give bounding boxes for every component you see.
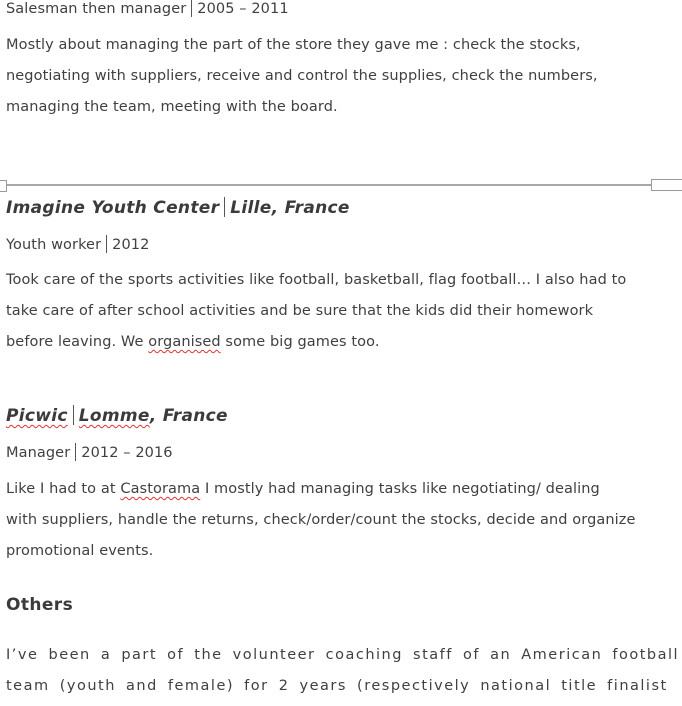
imagine-desc-text: before leaving. We	[6, 334, 149, 350]
spellcheck-word[interactable]: organised	[148, 334, 221, 350]
spellcheck-word[interactable]: Lomme	[78, 406, 150, 426]
imagine-company: Imagine Youth Center	[6, 198, 220, 218]
job-prev-role: Salesman then manager	[6, 1, 187, 17]
imagine-role: Youth worker	[6, 237, 102, 253]
picwic-title-line	[6, 443, 173, 463]
imagine-desc-line-3	[6, 332, 380, 352]
picwic-desc-line-1	[6, 479, 600, 499]
spellcheck-word[interactable]: Castorama	[120, 481, 201, 497]
job-prev-desc-line-2: negotiating with suppliers, receive and control the supplies, check the numbers,	[6, 68, 598, 84]
imagine-desc-line-1: Took care of the sports activities like football, basketball, flag football… I also had to	[6, 272, 627, 288]
job-prev-dates: 2005 – 2011	[197, 1, 289, 17]
picwic-desc-text: Like I had to at	[6, 481, 121, 497]
picwic-role: Manager	[6, 445, 71, 461]
picwic-desc-line-2: with suppliers, handle the returns, check/order/count the stocks, decide and organize	[6, 512, 636, 528]
others-heading: Others	[6, 595, 74, 615]
spellcheck-word[interactable]: Picwic	[6, 406, 68, 426]
picwic-desc-line-3: promotional events.	[6, 543, 154, 559]
picwic-location-country: , France	[149, 406, 228, 426]
job-prev-title-line	[6, 0, 289, 19]
page-margin-marker-right	[651, 179, 682, 191]
page-break-divider	[0, 184, 682, 186]
picwic-dates: 2012 – 2016	[81, 445, 173, 461]
others-text-line-1: I’ve been a part of the volunteer coaching staff of an American football	[6, 647, 680, 663]
separator-bar	[106, 235, 107, 253]
imagine-desc-text: some big games too.	[220, 334, 380, 350]
picwic-desc-text: I mostly had managing tasks like negotiating/ dealing	[200, 481, 600, 497]
picwic-heading	[6, 405, 228, 426]
imagine-heading	[6, 197, 350, 218]
imagine-dates: 2012	[112, 237, 150, 253]
separator-bar	[191, 0, 192, 17]
job-prev-desc-line-3: managing the team, meeting with the board.	[6, 99, 338, 115]
separator-bar	[75, 443, 76, 461]
imagine-location: Lille, France	[230, 198, 350, 218]
imagine-desc-line-2: take care of after school activities and be sure that the kids did their homework	[6, 303, 594, 319]
job-prev-desc-line-1: Mostly about managing the part of the store they gave me : check the stocks,	[6, 37, 581, 53]
separator-bar	[73, 405, 74, 425]
imagine-title-line	[6, 235, 149, 255]
separator-bar	[224, 197, 225, 217]
others-text-line-2: team (youth and female) for 2 years (respectively national title finalist	[6, 678, 668, 694]
page-margin-marker-left	[0, 180, 7, 192]
